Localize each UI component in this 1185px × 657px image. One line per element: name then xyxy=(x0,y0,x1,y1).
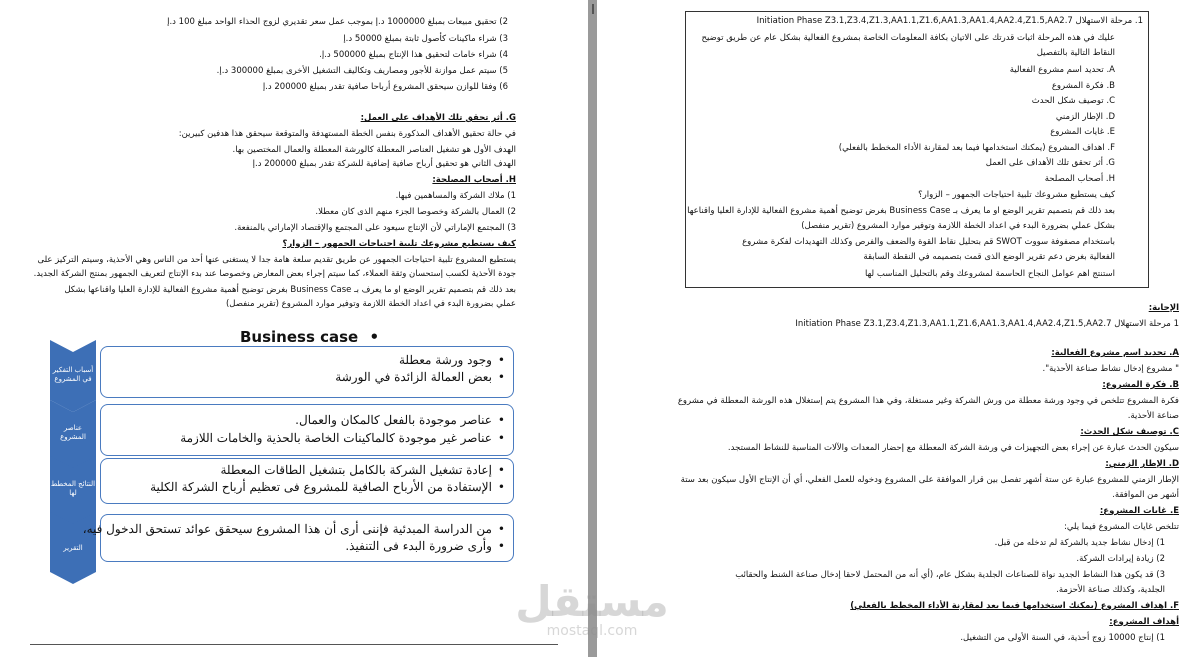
text-line: 6) وفقا للوازن سيحقق المشروع أرباحا صافية تقدر بمبلغ 200000 د.إ xyxy=(262,82,508,92)
text-line: بشكل عملي بضرورة البدء في اعداد الخطة اللازمة وتوفير موارد المشروع (تقرير منفصل) xyxy=(801,221,1115,231)
text-line: 3) شراء ماكينات كأصول ثابتة بمبلغ 50000 د.إ xyxy=(343,34,508,44)
bullet-text: • وجود ورشة معطلة xyxy=(399,352,505,369)
section-heading: E. غايات المشروع: xyxy=(1099,506,1179,516)
text-line: سيكون الحدث عبارة عن إجراء بعض التجهيزات في ورشة الشركة المعطلة مع إحضار المعدات والآلات المناسبة للنشاط المستجد. xyxy=(727,443,1179,453)
text-line: G. أثر تحقق تلك الأهداف على العمل xyxy=(985,158,1115,168)
text-line: بعد ذلك قم بتصميم تقرير الوضع او ما يعرف بـ Business Case بغرض توضيح أهمية مشروع الفعالية للإدارة العليا واقناعها بشكل xyxy=(64,285,516,295)
text-line: فكرة المشروع تتلخص في وجود ورشة معطلة من ورش الشركة وغير مستغلة، وفي هذا المشروع يتم إستغلال هذه الورشة المعطلة في مشروع xyxy=(677,396,1179,406)
chevron-label: التقرير xyxy=(63,544,83,552)
text-line: تتلخص غايات المشروع فيما يلي: xyxy=(1063,522,1179,532)
page-gap xyxy=(588,0,597,657)
text-line: الإطار الزمني للمشروع عبارة عن ستة أشهر تفصل بين قرار الموافقة على المشروع ودخوله للعمل الفعلي، أي أن الإنتاج الأول سيكون بعد ستة xyxy=(680,475,1179,485)
diagram-box xyxy=(100,458,514,504)
text-line: D. الإطار الزمني xyxy=(1055,112,1115,122)
text-line: الهدف الأول هو تشغيل العناصر المعطلة كالورشة المعطلة والعمال المختصين بها. xyxy=(232,145,516,155)
watermark-logo-text: مستقل xyxy=(515,577,669,626)
text-line: عليك في هذه المرحلة اثبات قدرتك على الاتيان بكافة المعلومات الخاصة بمشروع الفعالية بشكل عام عن طريق توضيح xyxy=(701,33,1115,43)
chevron-label: أسباب التفكير في المشروع xyxy=(52,366,94,383)
text-line: 4) شراء خامات لتحقيق هذا الإنتاج بمبلغ 500000 د.إ. xyxy=(319,50,508,60)
text-line: النقاط التالية بالتفصيل xyxy=(1036,48,1115,58)
section-heading: G. أثر تحقق تلك الأهداف على العمل: xyxy=(360,113,516,123)
document-page-left xyxy=(0,0,588,657)
bullet-text: • الإستفادة من الأرباح الصافية للمشروع فى تعظيم أرباح الشركة الكلية xyxy=(150,479,505,496)
text-line: " مشروع إدخال نشاط صناعة الأحذية". xyxy=(1042,364,1179,374)
bullet-text: • إعادة تشغيل الشركة بالكامل بتشغيل الطاقات المعطلة xyxy=(220,462,505,479)
text-line: 1) إدخال نشاط جديد بالشركة لم تدخله من قبل. xyxy=(994,538,1165,548)
text-line: يستطيع المشروع تلبية احتياجات الجمهور عن طريق تقديم سلعة هامة جدا لا يستغنى عنها أحد من الناس وهي الأحذية، وسيتم التركيز على xyxy=(37,255,516,265)
page-bottom-rule xyxy=(30,644,558,645)
text-line: 1) إنتاج 10000 زوج أحذية، في السنة الأولى من التشغيل. xyxy=(960,633,1165,643)
bullet-text: • وأرى ضرورة البدء فى التنفيذ. xyxy=(345,538,505,555)
text-line: جودة الأحذية لكسب إستحسان وثقة العملاء، كما سيتم إجراء بعض المعارض وخصوصا عند بدء الإنتاج لتعريف الجمهور بمنتج الشركة الجديد. xyxy=(33,269,516,279)
diagram-box xyxy=(82,514,514,562)
bullet-text: • بعض العمالة الزائدة في الورشة xyxy=(335,369,505,386)
text-line: 1 مرحلة الاستهلال Initiation Phase Z3.1,Z3.4,Z1.3,AA1.1,Z1.6,AA1.3,AA1.4,AA2.4,Z1.5,AA2.7 xyxy=(795,319,1179,329)
text-line: الفعالية بغرض دعم تقرير الوضع الذى قمت بتصميمه في النقطة السابقة xyxy=(863,252,1115,262)
text-line: في حالة تحقيق الأهداف المذكورة بنفس الخطة المستهدفة والمتوقعة سيحقق هذا هدفين كبيرين: xyxy=(178,129,516,139)
bullet-text: • عناصر غير موجودة كالماكينات الخاصة بالحذية والخامات اللازمة xyxy=(180,430,505,447)
section-heading: D. الإطار الزمني: xyxy=(1105,459,1179,469)
section-heading: F. اهداف المشروع (يمكنك استخدامها فيما بعد لمقارنة الأداء المخطط بالفعلي) xyxy=(850,601,1179,611)
section-heading: B. فكرة المشروع: xyxy=(1102,380,1179,390)
text-line: 1. مرحلة الاستهلال Initiation Phase Z3.1,Z3.4,Z1.3,AA1.1,Z1.6,AA1.3,AA1.4,AA2.4,Z1.5,AA2.7 xyxy=(756,16,1143,26)
text-line: H. أصحاب المصلحة xyxy=(1044,174,1115,184)
text-line: 3) قد يكون هذا النشاط الجديد نواة للصناعات الجلدية بشكل عام، (أي أنه من المحتمل لاحقا إدخال صناعة الشنط والحقائب xyxy=(735,570,1165,580)
text-line: A. تحديد اسم مشروع الفعالية xyxy=(1009,65,1115,75)
text-line: 5) سيتم عمل موازنة للأجور ومصاريف وتكاليف التشغيل الأخرى بمبلغ 300000 د.إ. xyxy=(216,66,508,76)
text-line: صناعة الأحذية. xyxy=(1127,411,1179,421)
section-heading: كيف يستطيع مشروعك تلبية احتياجات الجمهور – الزوار؟ xyxy=(282,239,516,249)
text-line: 2) زيادة إيرادات الشركة. xyxy=(1076,554,1165,564)
answer-heading: الإجابة: xyxy=(1148,303,1179,313)
diagram-box xyxy=(100,346,514,398)
text-line: 3) المجتمع الإماراتي لأن الإنتاج سيعود على المجتمع والإقتصاد الإماراتي بالمنفعة. xyxy=(234,223,516,233)
text-line: 2) تحقيق مبيعات بمبلغ 1000000 د.إ بموجب عمل سعر تقديري لزوج الحذاء الواحد مبلغ 100 د.إ xyxy=(167,17,508,27)
text-line: 1) ملاك الشركة والمساهمين فيها. xyxy=(395,191,516,201)
section-heading: أهداف المشروع: xyxy=(1109,617,1179,627)
text-line: كيف يستطيع مشروعك تلبية احتياجات الجمهور – الزوار؟ xyxy=(918,190,1115,200)
document-page-right xyxy=(597,0,1185,657)
text-line: E. غايات المشروع xyxy=(1050,127,1115,137)
bullet-text: • عناصر موجودة بالفعل كالمكان والعمال. xyxy=(295,412,505,429)
section-heading: A. تحديد اسم مشروع الفعالية: xyxy=(1051,348,1179,358)
watermark xyxy=(512,577,672,639)
section-heading: C. توصيف شكل الحدث: xyxy=(1080,427,1179,437)
text-line: B. فكرة المشروع xyxy=(1051,81,1115,91)
text-line: استنتج اهم عوامل النجاح الحاسمة لمشروعك وقم بالتحليل المناسب لها xyxy=(865,269,1115,279)
chevron-label: عناصر المشروع xyxy=(60,424,86,441)
text-line: 2) العمال بالشركة وخصوصا الجزء منهم الذى كان معطلا. xyxy=(315,207,516,217)
watermark-url: mostaql.com xyxy=(546,623,638,639)
chevron-label: النتائج المخطط لها xyxy=(50,480,96,497)
bullet-text: • من الدراسة المبدئية فإننى أرى أن هذا المشروع سيحقق عوائد تستحق الدخول فيه، xyxy=(83,521,505,538)
text-line: أشهر من الموافقة. xyxy=(1112,490,1179,500)
text-line: الهدف الثاني هو تحقيق أرباح صافية إضافية للشركة تقدر بمبلغ 200000 د.إ xyxy=(252,159,516,169)
text-line: C. توصيف شكل الحدث xyxy=(1031,96,1115,106)
text-line: الجلدية، وكذلك صناعة الأحزمة. xyxy=(1056,585,1165,595)
text-line: F. اهداف المشروع (يمكنك استخدامها فيما بعد لمقارنة الأداء المخطط بالفعلي) xyxy=(838,143,1115,153)
diagram-title: Business case • xyxy=(240,328,379,346)
text-line: بعد ذلك قم بتصميم تقرير الوضع او ما يعرف بـ Business Case بغرض توضيح أهمية مشروع الفعالية للإدارة العليا واقناعها xyxy=(687,206,1115,216)
section-heading: H. أصحاب المصلحة: xyxy=(432,175,516,185)
text-line: عملي بضرورة البدء في اعداد الخطة اللازمة وتوفير موارد المشروع (تقرير منفصل) xyxy=(225,299,516,309)
scroll-indicator[interactable] xyxy=(592,4,594,14)
text-line: باستخدام مصفوفة سووت SWOT قم بتحليل نقاط القوة والضعف والفرص وكذلك التهديدات لفكرة مشروع xyxy=(742,237,1115,247)
diagram-box xyxy=(100,404,514,456)
